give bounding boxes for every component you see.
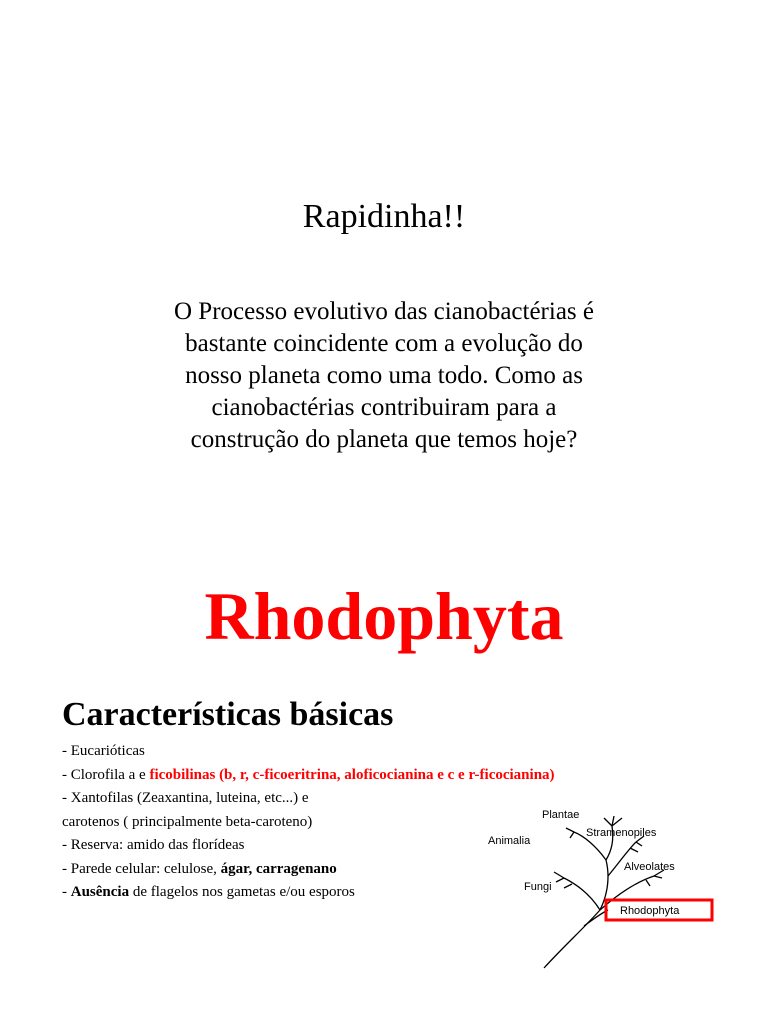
tree-label-alveolates: Alveolates [624, 861, 675, 873]
question-paragraph [104, 296, 664, 456]
list-item-text: - Clorofila a e [62, 766, 150, 783]
bold-text: ágar, carragenano [220, 860, 337, 877]
list-item: - Xantofilas (Zeaxantina, luteina, etc...) e [62, 790, 309, 806]
bold-text: Ausência [70, 884, 130, 900]
list-item-text: de flagelos nos gametas e/ou esporos [129, 884, 355, 900]
list-item-text: - Parede celular: celulose, [62, 860, 221, 877]
list-item: carotenos ( principalmente beta-caroteno) [62, 813, 313, 830]
question-line: cianobactérias contribuiram para a [211, 394, 557, 421]
highlight-text: ficobilinas (b, r, c-ficoeritrina, aloficocianina e c e r-ficocianina) [149, 766, 555, 783]
phylogenetic-tree-svg [484, 806, 724, 970]
tree-label-animalia: Animalia [488, 835, 531, 847]
list-item-text: - [62, 884, 71, 900]
tree-label-fungi: Fungi [524, 881, 552, 893]
list-item: - Eucarióticas [62, 743, 145, 759]
question-line: O Processo evolutivo das cianobactérias é [173, 298, 594, 325]
question-line: nosso planeta como uma todo. Como as [185, 362, 583, 389]
phylogenetic-tree-diagram [484, 806, 724, 970]
list-item [62, 764, 702, 788]
rhodophyta-title: Rhodophyta [204, 578, 564, 654]
tree-label-plantae: Plantae [542, 809, 580, 821]
question-line: bastante coincidente com a evolução do [185, 330, 583, 357]
slide-title-rapidinha: Rapidinha!! [302, 198, 466, 235]
tree-label-stramenopiles: Stramenopiles [586, 827, 657, 839]
section-heading: Características básicas [62, 696, 394, 733]
tree-label-rhodophyta: Rhodophyta [620, 905, 680, 917]
question-line: construção do planeta que temos hoje? [190, 426, 578, 453]
list-item: - Reserva: amido das florídeas [62, 837, 245, 853]
